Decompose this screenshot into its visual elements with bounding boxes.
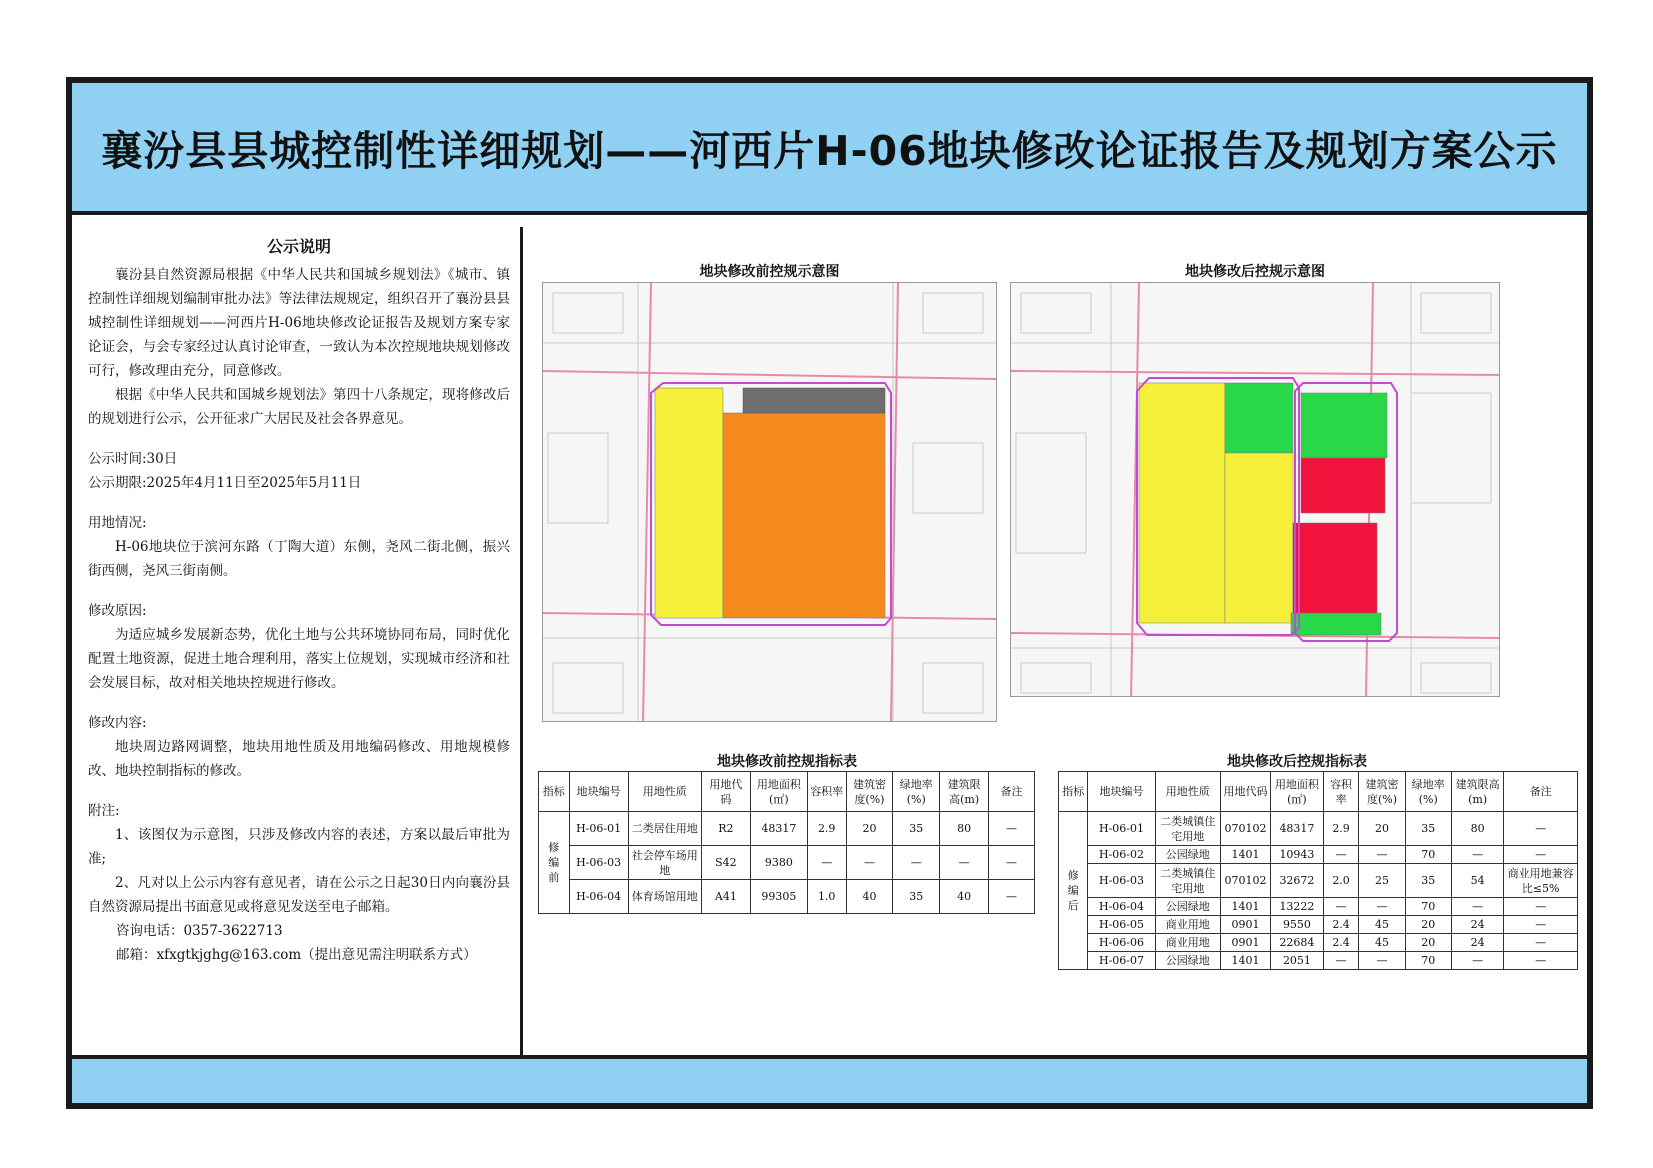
- th-before-0: 指标: [539, 772, 570, 812]
- table-row: [1059, 916, 1578, 934]
- table-row: [1059, 846, 1578, 864]
- cell: 9550: [1271, 916, 1324, 934]
- cell: 20: [1405, 916, 1451, 934]
- cell: —: [989, 880, 1035, 914]
- cell: 2051: [1271, 952, 1324, 970]
- cell: —: [1451, 846, 1504, 864]
- table-row: [1059, 812, 1578, 846]
- th-before-6: 建筑密度(%): [846, 772, 893, 812]
- cell: —: [989, 846, 1035, 880]
- cell: 公园绿地: [1155, 846, 1220, 864]
- th-after-8: 建筑限高(m): [1451, 772, 1504, 812]
- cell: 070102: [1220, 812, 1270, 846]
- cell: —: [807, 846, 846, 880]
- cell: 2.9: [1323, 812, 1359, 846]
- cell: 35: [1405, 812, 1451, 846]
- cell: —: [1359, 898, 1405, 916]
- cell: 32672: [1271, 864, 1324, 898]
- cell: 70: [1405, 846, 1451, 864]
- table-row: [1059, 864, 1578, 898]
- th-after-0: 指标: [1059, 772, 1088, 812]
- cell: —: [1504, 846, 1578, 864]
- th-after-1: 地块编号: [1088, 772, 1155, 812]
- cell: 0901: [1220, 916, 1270, 934]
- cell: —: [1451, 898, 1504, 916]
- contact-email: 邮箱：xfxgtkjghg@163.com（提出意见需注明联系方式）: [116, 947, 477, 963]
- map-after-drawing: [1011, 283, 1500, 697]
- appendix-2: 2、凡对以上公示内容有意见者，请在公示之日起30日内向襄汾县自然资源局提出书面意见或将意见发送至电子邮箱。: [88, 875, 510, 915]
- table-row: [539, 880, 1035, 914]
- cell: H-06-04: [1088, 898, 1155, 916]
- th-before-3: 用地代码: [701, 772, 750, 812]
- page-title: 襄汾县县城控制性详细规划——河西片H-06地块修改论证报告及规划方案公示: [101, 126, 1558, 175]
- cell: 1401: [1220, 952, 1270, 970]
- cell: —: [940, 846, 989, 880]
- block-h06-05-after: [1301, 458, 1385, 513]
- cell: 80: [1451, 812, 1504, 846]
- content-text: 地块周边路网调整，地块用地性质及用地编码修改、用地规模修改、地块控制指标的修改。: [88, 739, 510, 779]
- reason-text: 为适应城乡发展新态势，优化土地与公共环境协同布局，同时优化配置土地资源，促进土地合理利用，落实上位规划，实现城市经济和社会发展目标，故对相关地块控规进行修改。: [88, 627, 510, 691]
- cell: —: [1451, 952, 1504, 970]
- cell: 48317: [1271, 812, 1324, 846]
- table-row: [539, 846, 1035, 880]
- table-row: [1059, 898, 1578, 916]
- notice-time: 公示时间:30日: [88, 451, 178, 467]
- group-before: 修编前: [539, 812, 570, 914]
- cell: —: [1359, 846, 1405, 864]
- cell: 公园绿地: [1155, 898, 1220, 916]
- cell: —: [1323, 898, 1359, 916]
- cell: H-06-05: [1088, 916, 1155, 934]
- appendix-1: 1、该图仅为示意图，只涉及修改内容的表述，方案以最后审批为准;: [88, 827, 510, 867]
- cell: 1401: [1220, 846, 1270, 864]
- cell: 35: [1405, 864, 1451, 898]
- cell: 35: [893, 880, 940, 914]
- table-after: [1058, 771, 1578, 970]
- cell: 24: [1451, 916, 1504, 934]
- block-h06-03-before: [743, 388, 885, 413]
- cell: 2.0: [1323, 864, 1359, 898]
- cell: —: [1323, 846, 1359, 864]
- block-h06-02-after: [1225, 383, 1293, 453]
- plan-panel: [532, 227, 1583, 1057]
- block-h06-04-before: [723, 413, 885, 618]
- block-h06-03-after: [1225, 453, 1293, 623]
- cell: H-06-03: [1088, 864, 1155, 898]
- cell: —: [1323, 952, 1359, 970]
- cell: 20: [1359, 812, 1405, 846]
- poster-frame: [66, 77, 1593, 1109]
- cell: —: [1504, 952, 1578, 970]
- cell: 99305: [750, 880, 807, 914]
- cell: 10943: [1271, 846, 1324, 864]
- appendix-heading: 附注:: [88, 803, 120, 819]
- cell: 45: [1359, 934, 1405, 952]
- cell: 1.0: [807, 880, 846, 914]
- cell: 2.9: [807, 812, 846, 846]
- cell: A41: [701, 880, 750, 914]
- notice-heading: 公示说明: [266, 237, 331, 256]
- cell: 40: [846, 880, 893, 914]
- cell: 商业用地: [1155, 934, 1220, 952]
- cell: 公园绿地: [1155, 952, 1220, 970]
- cell: H-06-04: [569, 880, 628, 914]
- cell: 25: [1359, 864, 1405, 898]
- th-before-7: 绿地率(%): [893, 772, 940, 812]
- block-h06-07-after: [1291, 613, 1381, 635]
- cell: —: [989, 812, 1035, 846]
- th-after-5: 容积率: [1323, 772, 1359, 812]
- cell: 45: [1359, 916, 1405, 934]
- block-h06-01-before: [655, 388, 723, 618]
- contact-phone: 咨询电话：0357-3622713: [116, 923, 283, 939]
- th-before-9: 备注: [989, 772, 1035, 812]
- cell: 商业用地: [1155, 916, 1220, 934]
- cell: 20: [846, 812, 893, 846]
- cell: 2.4: [1323, 916, 1359, 934]
- cell: 40: [940, 880, 989, 914]
- th-before-2: 用地性质: [628, 772, 701, 812]
- th-before-4: 用地面积(㎡): [750, 772, 807, 812]
- th-after-9: 备注: [1504, 772, 1578, 812]
- cell: 二类城镇住宅用地: [1155, 812, 1220, 846]
- th-before-5: 容积率: [807, 772, 846, 812]
- cell: S42: [701, 846, 750, 880]
- cell: 商业用地兼容比≤5%: [1504, 864, 1578, 898]
- table-before-title: 地块修改前控规指标表: [717, 754, 857, 770]
- cell: 070102: [1220, 864, 1270, 898]
- title-band: [72, 83, 1587, 215]
- cell: 80: [940, 812, 989, 846]
- cell: 二类居住用地: [628, 812, 701, 846]
- cell: 24: [1451, 934, 1504, 952]
- cell: 70: [1405, 952, 1451, 970]
- content-heading: 修改内容:: [88, 715, 147, 731]
- block-h06-06-after: [1293, 523, 1377, 623]
- cell: H-06-01: [569, 812, 628, 846]
- map-before-drawing: [543, 283, 997, 722]
- th-after-2: 用地性质: [1155, 772, 1220, 812]
- bottom-band: [72, 1055, 1587, 1103]
- th-after-4: 用地面积(㎡): [1271, 772, 1324, 812]
- block-h06-04-after: [1301, 393, 1387, 458]
- cell: 二类城镇住宅用地: [1155, 864, 1220, 898]
- cell: H-06-01: [1088, 812, 1155, 846]
- th-after-3: 用地代码: [1220, 772, 1270, 812]
- cell: 35: [893, 812, 940, 846]
- cell: —: [1359, 952, 1405, 970]
- group-after: 修编后: [1059, 812, 1088, 970]
- cell: 1401: [1220, 898, 1270, 916]
- cell: 70: [1405, 898, 1451, 916]
- cell: 2.4: [1323, 934, 1359, 952]
- cell: —: [1504, 898, 1578, 916]
- notice-para-2: 根据《中华人民共和国城乡规划法》第四十八条规定，现将修改后的规划进行公示，公开征求广大居民及社会各界意见。: [88, 387, 510, 427]
- map-after-title: 地块修改后控规示意图: [1185, 264, 1325, 280]
- cell: —: [1504, 812, 1578, 846]
- map-before-title: 地块修改前控规示意图: [699, 264, 840, 280]
- land-heading: 用地情况:: [88, 515, 147, 531]
- cell: 20: [1405, 934, 1451, 952]
- cell: H-06-06: [1088, 934, 1155, 952]
- cell: R2: [701, 812, 750, 846]
- reason-heading: 修改原因:: [88, 603, 147, 619]
- cell: 体育场馆用地: [628, 880, 701, 914]
- cell: 9380: [750, 846, 807, 880]
- map-after: [1010, 282, 1500, 697]
- notice-panel: [78, 227, 523, 1057]
- block-h06-01-after: [1139, 383, 1225, 623]
- th-before-8: 建筑限高(m): [940, 772, 989, 812]
- cell: —: [893, 846, 940, 880]
- notice-para-1: 襄汾县自然资源局根据《中华人民共和国城乡规划法》《城市、镇控制性详细规划编制审批办法》等法律法规规定，组织召开了襄汾县县城控制性详细规划——河西片H-06地块修改论证报告及规划方案专家论证会，与会专家经过认真讨论审查，一致认为本次控规地块规划修改可行，修改理由充分，同意修改。: [88, 267, 510, 379]
- map-before: [542, 282, 997, 722]
- table-row: [1059, 952, 1578, 970]
- cell: 社会停车场用地: [628, 846, 701, 880]
- table-row: [539, 812, 1035, 846]
- cell: 48317: [750, 812, 807, 846]
- cell: 0901: [1220, 934, 1270, 952]
- th-after-6: 建筑密度(%): [1359, 772, 1405, 812]
- cell: H-06-07: [1088, 952, 1155, 970]
- notice-period: 公示期限:2025年4月11日至2025年5月11日: [88, 475, 362, 491]
- land-text: H-06地块位于滨河东路（丁陶大道）东侧，尧风二街北侧，振兴街西侧，尧风三街南侧。: [88, 539, 510, 579]
- cell: H-06-02: [1088, 846, 1155, 864]
- cell: 54: [1451, 864, 1504, 898]
- cell: —: [1504, 934, 1578, 952]
- cell: —: [846, 846, 893, 880]
- cell: 13222: [1271, 898, 1324, 916]
- table-row: [1059, 934, 1578, 952]
- table-after-title: 地块修改后控规指标表: [1227, 754, 1367, 770]
- cell: —: [1504, 916, 1578, 934]
- table-before: [538, 771, 1035, 914]
- cell: 22684: [1271, 934, 1324, 952]
- th-before-1: 地块编号: [569, 772, 628, 812]
- th-after-7: 绿地率(%): [1405, 772, 1451, 812]
- cell: H-06-03: [569, 846, 628, 880]
